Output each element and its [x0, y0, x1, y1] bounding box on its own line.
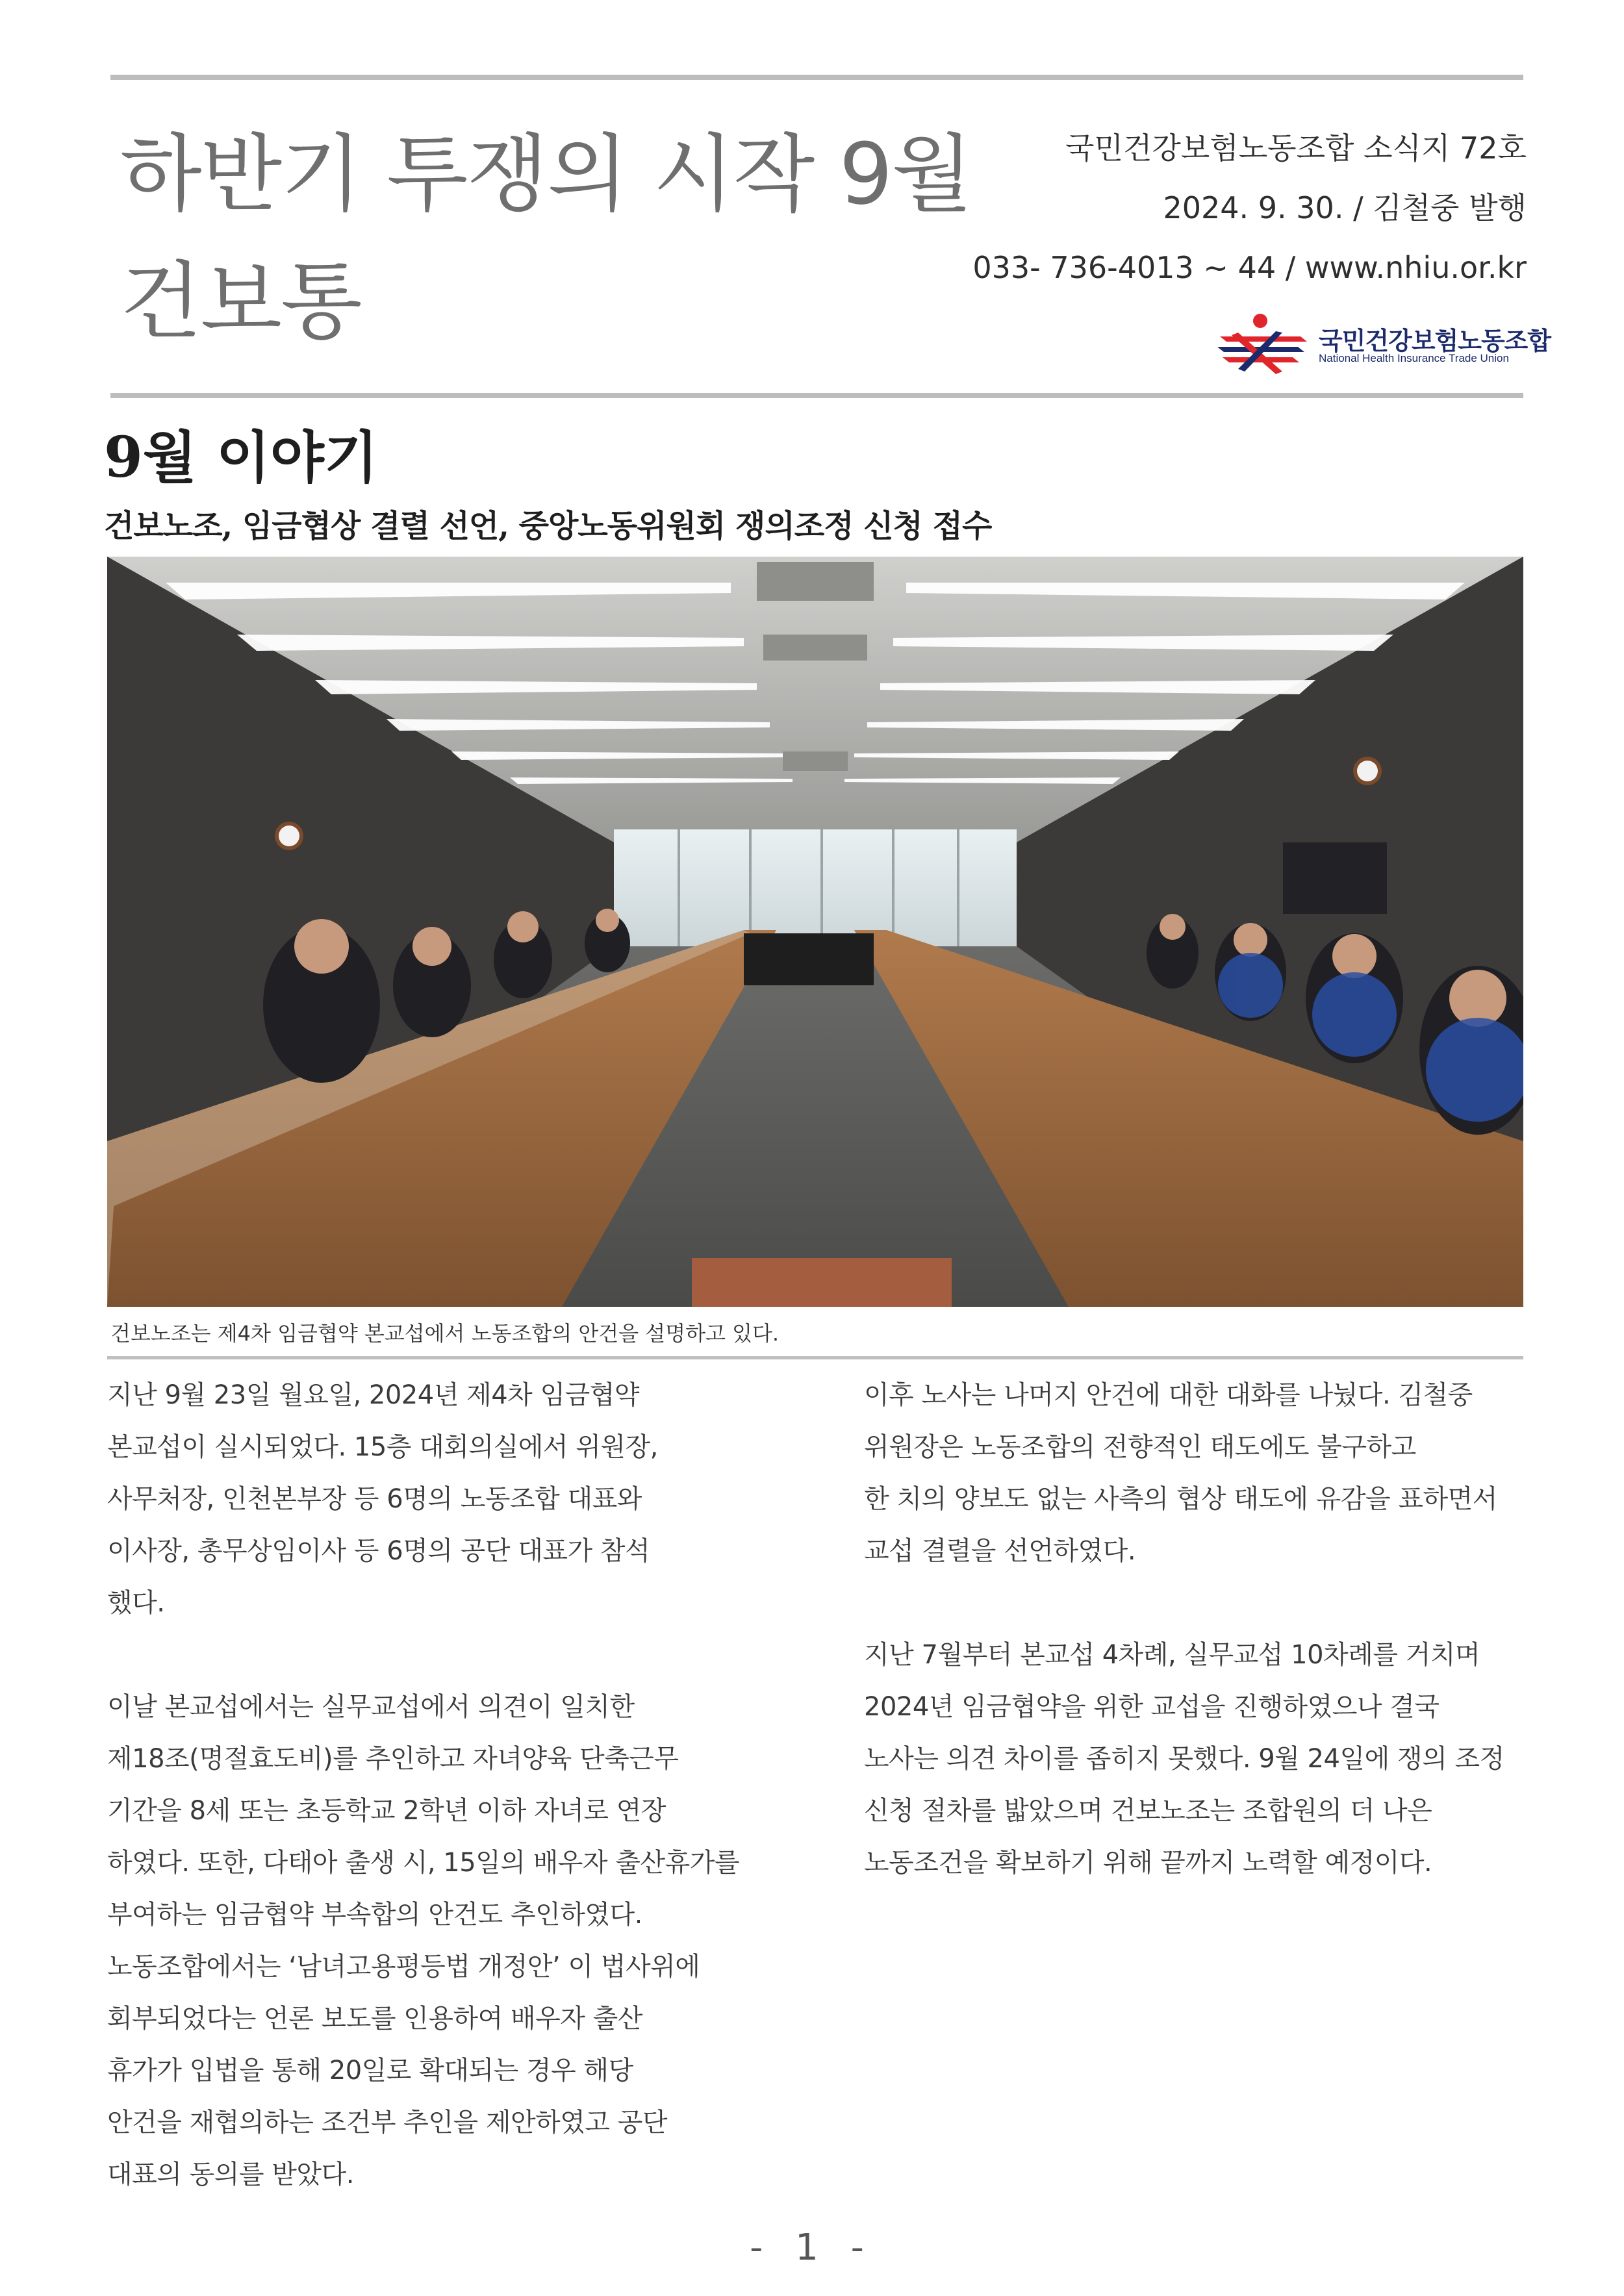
- article-subheading: 건보노조, 임금협상 결렬 선언, 중앙노동위원회 쟁의조정 신청 접수: [104, 508, 992, 544]
- caption-rule: [107, 1356, 1523, 1359]
- article-column-right: [864, 1369, 1527, 1889]
- conference-room-illustration: [107, 557, 1523, 1307]
- article-paragraph: 지난 7월부터 본교섭 4차례, 실무교섭 10차례를 거치며 2024년 임금협약을 위한 교섭을 진행하였으나 결국 노사는 의견 차이를 좁히지 못했다. 9월 24일에 쟁의 조정 신청 절차를 밟았으며 건보노조는 조합원의 더 나은 노동조건을 확보하기 위해 끝까지 노력할 예정이다.: [864, 1640, 1504, 1878]
- top-rule: [110, 75, 1523, 80]
- logo-korean-name: 국민건강보험노동조합: [1319, 327, 1551, 355]
- article-paragraph: 지난 9월 23일 월요일, 2024년 제4차 임금협약 본교섭이 실시되었다. 15층 대회의실에서 위원장, 사무처장, 인천본부장 등 6명의 노동조합 대표와 이사장, 총무상임이사 등 6명의 공단 대표가 참석 했다.: [107, 1380, 658, 1618]
- meeting-photo: [107, 557, 1523, 1307]
- article-paragraph: 이날 본교섭에서는 실무교섭에서 의견이 일치한 제18조(명절효도비)를 추인하고 자녀양육 단축근무 기간을 8세 또는 초등학교 2학년 이하 자녀로 연장 하였다. 또한, 다태아 출생 시, 15일의 배우자 출산휴가를 부여하는 임금협약 부속합의 안건도 추인하였다. 노동조합에서는 ‘남녀고용평등법 개정안’ 이 법사위에 회부되었다는 언론 보도를 인용하여 배우자 출산 휴가가 입법을 통해 20일로 확대되는 경우 해당 안건을 재협의하는 조건부 추인을 제안하였고 공단 대표의 동의를 받았다.: [107, 1692, 739, 2189]
- logo-english-name: National Health Insurance Trade Union: [1319, 352, 1509, 364]
- title-line-1: 하반기 투쟁의 시작 9월: [120, 125, 972, 223]
- photo-caption: 건보노조는 제4차 임금협약 본교섭에서 노동조합의 안건을 설명하고 있다.: [110, 1321, 780, 1346]
- publication-info: [972, 118, 1527, 297]
- nhiu-logo-icon: [1215, 312, 1312, 377]
- title-line-2: 건보통: [120, 252, 361, 351]
- section-heading: 9월 이야기: [104, 425, 379, 490]
- article-paragraph: 이후 노사는 나머지 안건에 대한 대화를 나눴다. 김철중 위원장은 노동조합의 전향적인 태도에도 불구하고 한 치의 양보도 없는 사측의 협상 태도에 유감을 표하면서 교섭 결렬을 선언하였다.: [864, 1380, 1497, 1566]
- masthead-bottom-rule: [110, 393, 1523, 398]
- issue-number: 국민건강보험노동조합 소식지 72호: [1065, 131, 1527, 166]
- newsletter-title: [120, 110, 1030, 365]
- article-column-left: [107, 1369, 776, 2201]
- contact-info: 033- 736-4013 ~ 44 / www.nhiu.or.kr: [972, 250, 1527, 285]
- page-number: - 1 -: [750, 2227, 874, 2269]
- union-logo: [1215, 312, 1551, 377]
- publish-date: 2024. 9. 30. / 김철중 발행: [1163, 190, 1527, 225]
